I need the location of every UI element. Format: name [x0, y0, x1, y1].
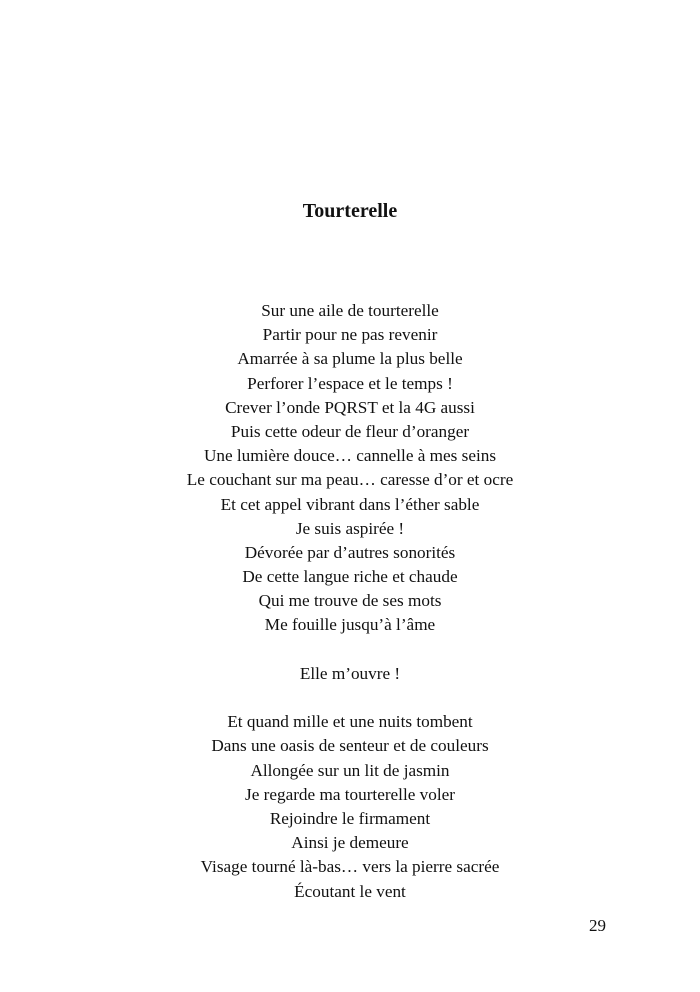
poem-line: Crever l’onde PQRST et la 4G aussi [225, 397, 475, 417]
poem-line: Je regarde ma tourterelle voler [245, 784, 455, 804]
stanza-1 [0, 299, 700, 638]
poem-line: Et cet appel vibrant dans l’éther sable [220, 494, 480, 514]
poem-line: Perforer l’espace et le temps ! [247, 373, 453, 393]
poem-line: Visage tourné là-bas… vers la pierre sacrée [200, 857, 500, 877]
poem-line: Dévorée par d’autres sonorités [244, 542, 456, 562]
poem-line: Sur une aile de tourterelle [261, 301, 439, 320]
poem-line: Puis cette odeur de fleur d’oranger [230, 421, 470, 441]
poem-title: Tourterelle [302, 200, 398, 222]
poem-line: Qui me trouve de ses mots [258, 591, 442, 611]
poem-line: De cette langue riche et chaude [242, 567, 458, 587]
stanza-2 [0, 662, 700, 686]
poem-line: Dans une oasis de senteur et de couleurs [211, 736, 489, 756]
poem-line: Rejoindre le firmament [269, 808, 431, 828]
poem-line: Le couchant sur ma peau… caresse d’or et ocre [186, 470, 514, 490]
poem-line: Me fouille jusqu’à l’âme [264, 615, 436, 635]
poem-line: Je suis aspirée ! [295, 518, 405, 538]
poem-line: Allongée sur un lit de jasmin [250, 760, 450, 780]
stanza-3 [0, 710, 700, 904]
poem-body [0, 299, 700, 928]
poem-line: Partir pour ne pas revenir [262, 325, 438, 345]
poem-line: Ainsi je demeure [291, 833, 409, 853]
poem-line: Elle m’ouvre ! [299, 663, 401, 683]
poem-line: Et quand mille et une nuits tombent [227, 712, 473, 732]
page-number: 29 [589, 916, 606, 935]
poem-line: Une lumière douce… cannelle à mes seins [203, 446, 497, 466]
poem-line: Amarrée à sa plume la plus belle [237, 349, 463, 369]
poem-line: Écoutant le vent [294, 881, 406, 901]
